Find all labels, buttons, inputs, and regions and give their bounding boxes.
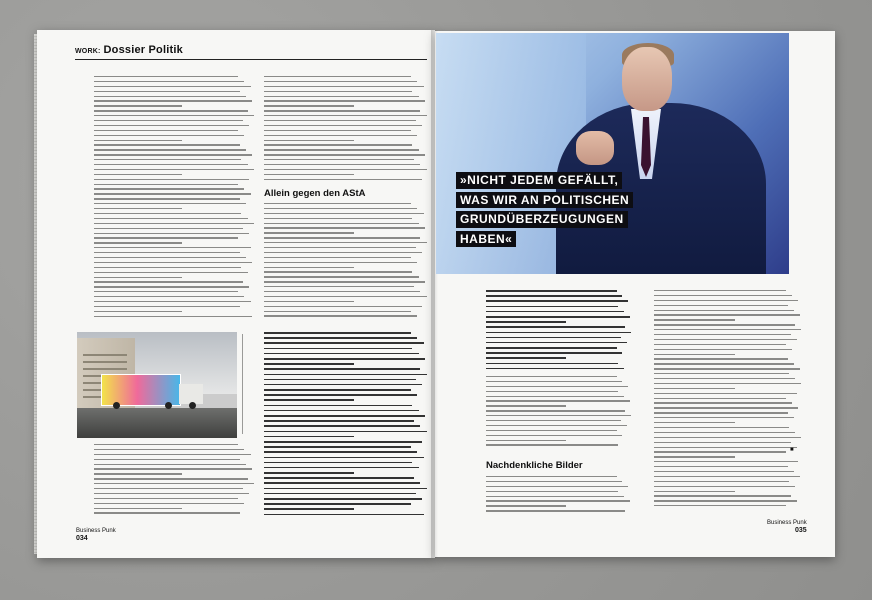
right-text-column-1-bold [486,290,631,372]
left-text-column-1b [94,444,254,520]
text-line [486,363,618,365]
subheading-asta: Allein gegen den AStA [264,188,366,199]
text-line [264,159,414,160]
text-line [264,415,425,417]
text-line [94,130,238,131]
text-line [264,149,419,150]
text-line [264,271,412,272]
text-line [486,321,566,323]
text-line [264,342,424,344]
text-line [486,347,617,349]
text-line [654,451,786,452]
page-number: 035 [795,527,807,534]
text-line [94,512,240,513]
text-line [654,358,788,359]
text-line [654,393,797,394]
text-line [654,466,788,467]
text-line [654,437,801,438]
text-line [264,179,422,180]
text-line [264,446,411,448]
text-line [264,76,411,77]
text-line [264,125,422,126]
text-line [654,319,735,320]
text-line [264,286,414,287]
text-line [264,242,427,243]
text-line [486,415,631,416]
text-line [94,281,243,282]
text-line [94,203,246,204]
quote-line: GRUNDÜBERZEUGUNGEN [456,211,628,228]
section-title: Dossier Politik [103,44,183,56]
text-line [94,193,251,194]
text-line [264,358,425,360]
text-line [264,379,416,381]
text-line [264,96,419,97]
text-line [264,232,354,233]
text-line [486,496,624,497]
text-line [94,233,249,234]
text-line [654,491,735,492]
text-line [94,291,238,292]
text-line [94,223,254,224]
text-line [486,491,618,492]
text-line [264,384,422,386]
text-line [94,110,248,111]
text-line [264,306,422,307]
left-text-column-1 [94,76,254,326]
page-number: 034 [76,535,88,542]
text-line [264,144,412,145]
text-line [94,213,241,214]
text-line [264,508,354,510]
text-line [486,300,628,302]
text-line [94,488,243,489]
text-line [654,500,797,501]
text-line [264,227,425,228]
text-line [264,135,417,136]
text-line [264,493,416,495]
text-line [654,447,797,448]
text-line [486,295,622,297]
text-line [264,223,419,224]
text-line [94,272,248,273]
text-line [264,451,417,453]
text-line [486,326,625,328]
text-line [264,389,411,391]
text-line [654,363,794,364]
text-line [264,86,424,87]
left-text-column-2b [264,203,427,323]
text-line [486,381,622,382]
text-line [264,420,414,422]
text-line [264,503,411,505]
text-line [94,76,238,77]
text-line [264,291,420,292]
text-line [654,290,786,291]
text-line [654,398,786,399]
text-line [264,276,419,277]
header-rule [75,59,427,60]
text-line [94,316,252,317]
text-line [654,334,791,335]
text-line [264,154,425,155]
right-text-column-1 [486,376,631,452]
text-line [486,386,628,387]
text-line [264,105,354,106]
text-line [94,306,240,307]
text-line [654,481,789,482]
text-line [264,374,427,376]
text-line [654,354,735,355]
text-line [654,388,735,389]
text-line [94,237,238,238]
photo-caption [240,334,248,438]
end-mark: ■ [790,447,794,453]
text-line [654,305,788,306]
text-line [654,417,794,418]
text-line [264,301,354,302]
text-line [264,482,420,484]
text-line [486,332,631,334]
text-line [654,310,794,311]
text-line [94,247,251,248]
text-line [264,311,411,312]
text-line [94,242,182,243]
text-line [654,412,788,413]
text-line [486,444,618,445]
text-line [94,228,243,229]
text-line [94,159,241,160]
left-text-column-2 [264,76,427,186]
text-line [264,281,425,282]
text-line [654,300,798,301]
text-line [486,410,625,411]
right-text-column-2 [654,290,801,516]
text-line [94,208,182,209]
text-line [264,115,427,116]
text-line [486,505,566,506]
text-line [94,267,241,268]
text-line [94,301,251,302]
text-line [94,503,244,504]
text-line [264,252,422,253]
text-line [94,198,240,199]
text-line [264,363,354,365]
text-line [264,368,420,370]
text-line [94,105,182,106]
text-line [486,368,624,370]
text-line [94,473,182,474]
right-footer [767,520,807,534]
text-line [486,440,566,441]
text-line [264,140,354,141]
text-line [94,179,249,180]
text-line [654,407,798,408]
text-line [486,486,628,487]
quote-line: HABEN« [456,231,516,248]
footer-brand: Business Punk [76,528,116,534]
text-line [264,410,419,412]
text-line [94,164,248,165]
left-footer [76,528,116,542]
text-line [264,100,425,101]
text-line [654,373,789,374]
text-line [94,311,182,312]
text-line [654,349,792,350]
page-header [75,44,183,56]
text-line [486,391,618,392]
quote-line: WAS WIR AN POLITISCHEN [456,192,633,209]
text-line [94,135,244,136]
text-line [94,464,246,465]
text-line [94,115,254,116]
text-line [264,462,412,464]
text-line [486,510,625,511]
text-line [94,218,248,219]
text-line [264,348,412,350]
text-line [94,100,252,101]
text-line [94,296,244,297]
text-line [94,96,246,97]
text-line [486,352,622,354]
text-line [264,441,422,443]
text-line [264,110,420,111]
text-line [654,476,800,477]
text-line [654,324,795,325]
text-line [486,376,617,377]
text-line [264,399,354,401]
text-line [264,405,412,407]
text-line [94,86,251,87]
text-line [94,120,243,121]
text-line [654,339,797,340]
text-line [654,402,792,403]
text-line [94,508,182,509]
text-line [264,467,419,469]
text-line [654,505,786,506]
text-line [486,337,621,339]
text-line [654,486,795,487]
text-line [486,435,622,436]
text-line [94,81,244,82]
text-line [486,342,627,344]
text-line [264,337,417,339]
section-label: WORK: [75,48,101,55]
text-line [94,454,251,455]
right-text-column-1b [486,476,631,518]
text-line [94,188,244,189]
text-line [264,208,417,209]
text-line [486,311,624,313]
text-line [264,514,424,516]
left-text-column-2-bold [264,332,427,517]
text-line [486,476,617,477]
text-line [264,267,354,268]
text-line [94,277,182,278]
text-line [94,91,240,92]
text-line [264,315,417,316]
text-line [264,91,412,92]
text-line [654,461,798,462]
text-line [264,237,420,238]
text-line [486,405,566,406]
campaign-truck-photo [77,332,237,438]
text-line [264,130,411,131]
text-line [94,493,249,494]
text-line [94,478,248,479]
text-line [654,471,794,472]
text-line [264,247,416,248]
text-line [486,290,617,292]
text-line [654,427,789,428]
text-line [264,174,354,175]
text-line [264,436,354,438]
text-line [94,154,252,155]
text-line [94,468,252,469]
text-line [264,353,419,355]
text-line [264,498,422,500]
text-line [264,425,420,427]
text-line [486,481,622,482]
text-line [654,344,786,345]
text-line [264,457,424,459]
text-line [654,314,800,315]
footer-brand: Business Punk [767,520,807,526]
text-line [654,432,795,433]
text-line [94,449,244,450]
text-line [486,400,630,401]
text-line [486,357,566,359]
text-line [264,477,414,479]
text-line [94,174,182,175]
text-line [94,286,249,287]
text-line [654,378,795,379]
text-line [264,431,427,433]
text-line [94,252,240,253]
text-line [264,262,417,263]
text-line [94,140,182,141]
text-line [654,422,735,423]
pull-quote [456,172,633,250]
text-line [264,472,354,474]
text-line [264,120,416,121]
text-line [264,169,427,170]
text-line [486,396,624,397]
text-line [654,442,791,443]
text-line [94,144,240,145]
text-line [94,498,238,499]
text-line [94,257,246,258]
text-line [264,488,427,490]
text-line [264,164,420,165]
text-line [486,316,630,318]
text-line [94,459,240,460]
text-line [94,184,238,185]
text-line [94,169,254,170]
text-line [264,81,417,82]
text-line [654,456,735,457]
text-line [94,483,254,484]
text-line [486,420,621,421]
text-line [654,383,801,384]
text-line [264,218,412,219]
text-line [486,500,630,501]
text-line [264,257,411,258]
text-line [654,495,791,496]
quote-line: »NICHT JEDEM GEFÄLLT, [456,172,622,189]
text-line [486,430,617,431]
text-line [94,444,238,445]
text-line [264,332,411,334]
text-line [264,394,417,396]
text-line [264,213,424,214]
text-line [264,296,427,297]
text-line [654,368,800,369]
text-line [94,125,249,126]
text-line [94,262,252,263]
text-line [264,203,411,204]
subheading-bilder: Nachdenkliche Bilder [486,460,583,471]
text-line [94,149,246,150]
text-line [486,306,618,308]
text-line [486,425,627,426]
text-line [654,295,792,296]
text-line [654,329,801,330]
